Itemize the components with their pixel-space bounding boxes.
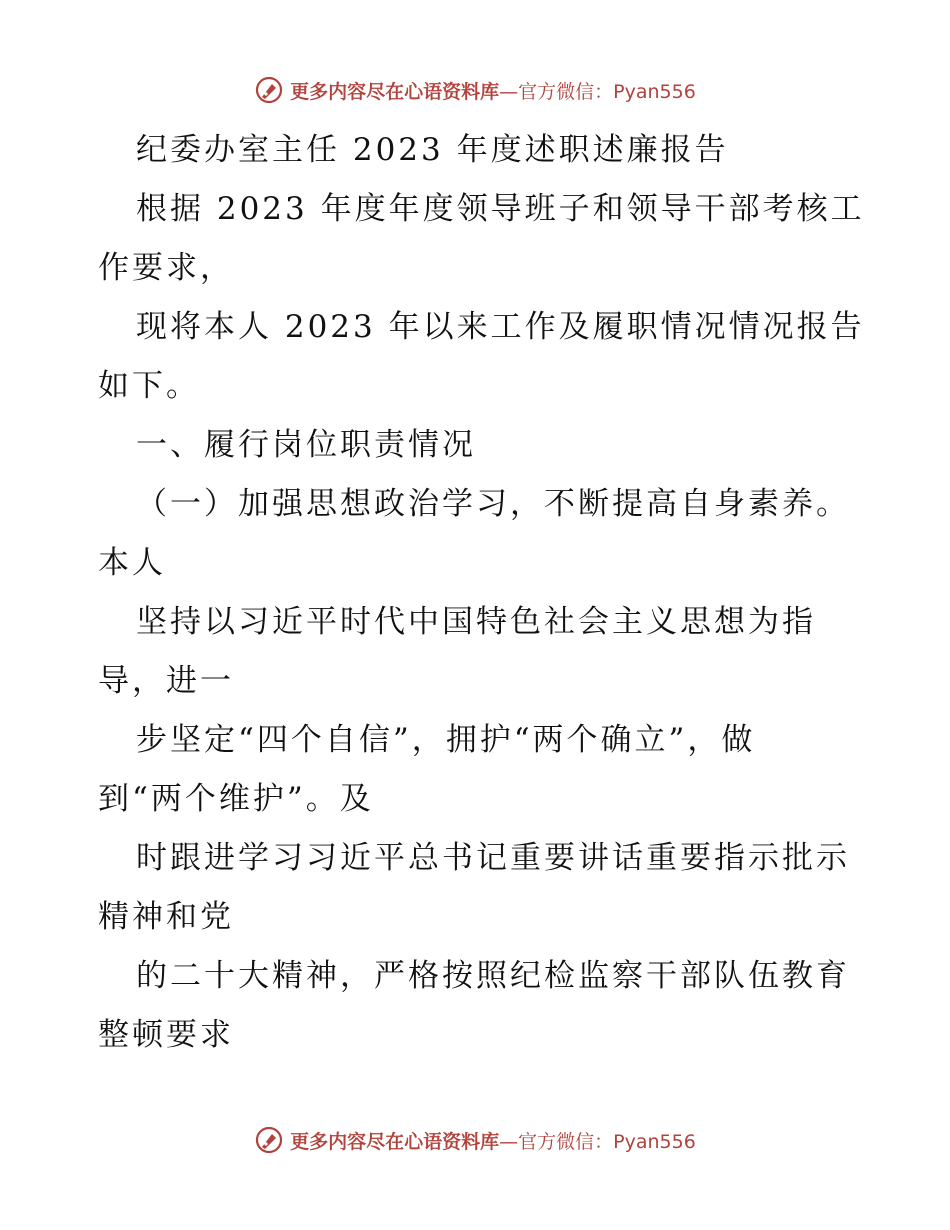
paragraph-line: 时跟进学习习近平总书记重要讲话重要指示批示 — [136, 840, 850, 876]
footer-promo-text: 更多内容尽在心语资料库 — [290, 1130, 500, 1153]
footer-wechat-text: —官方微信：Pyan556 — [499, 1130, 696, 1153]
paragraph-line: 的二十大精神，严格按照纪检监察干部队伍教育 — [136, 958, 850, 994]
document-title: 纪委办室主任 2023 年度述职述廉报告 — [136, 132, 729, 168]
paragraph-line: 整顿要求 — [98, 1017, 234, 1053]
subsection-heading: （一）加强思想政治学习，不断提高自身素养。 — [136, 486, 850, 522]
pen-nib-logo-icon — [254, 1125, 284, 1155]
paragraph-line: 步坚定“四个自信”，拥护“两个确立”，做 — [136, 722, 756, 758]
paragraph-line: 精神和党 — [98, 899, 234, 935]
paragraph-line: 现将本人 2023 年以来工作及履职情况情况报告 — [136, 309, 865, 345]
paragraph-line: 导，进一 — [98, 663, 234, 699]
paragraph-line: 根据 2023 年度年度领导班子和领导干部考核工 — [136, 191, 865, 227]
paragraph-line: 作要求， — [98, 250, 234, 286]
footer-watermark-banner — [0, 1120, 950, 1160]
header-wechat-text: —官方微信：Pyan556 — [499, 80, 696, 103]
header-promo-text: 更多内容尽在心语资料库 — [290, 80, 500, 103]
pen-nib-logo-icon — [254, 75, 284, 105]
paragraph-line: 如下。 — [98, 368, 200, 404]
header-watermark-banner — [0, 70, 950, 110]
document-body — [98, 121, 865, 1065]
paragraph-line: 到“两个维护”。及 — [98, 781, 374, 817]
paragraph-line: 坚持以习近平时代中国特色社会主义思想为指 — [136, 604, 816, 640]
paragraph-line: 本人 — [98, 545, 166, 581]
section-heading: 一、履行岗位职责情况 — [136, 427, 476, 463]
